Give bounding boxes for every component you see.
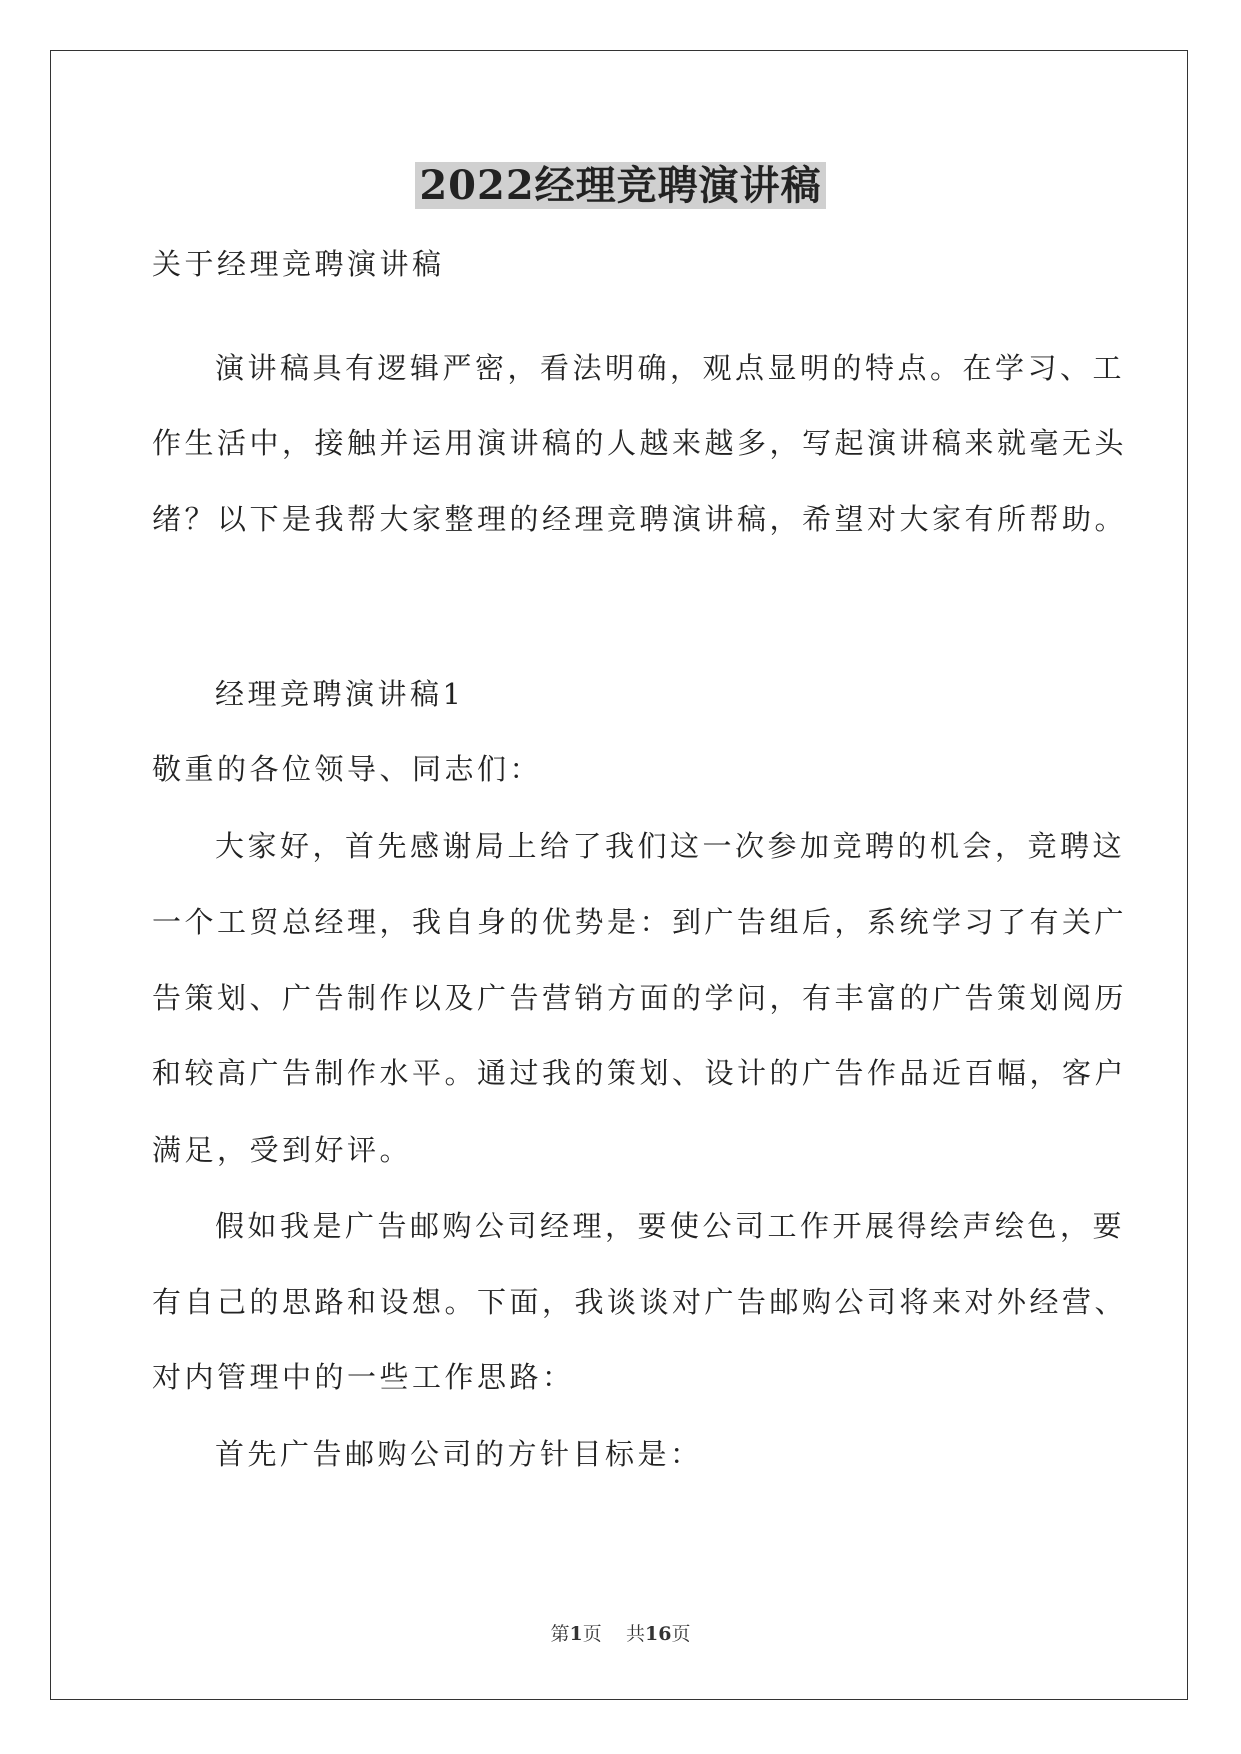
subtitle-line: 关于经理竞聘演讲稿 — [152, 247, 445, 281]
document-title-text: 2022经理竞聘演讲稿 — [415, 162, 825, 209]
page-suffix: 页 — [582, 1623, 602, 1645]
section-heading: 经理竞聘演讲稿1 — [215, 677, 465, 711]
intro-line: 演讲稿具有逻辑严密，看法明确，观点显明的特点。在学习、工 — [215, 351, 1126, 385]
total-suffix: 页 — [671, 1623, 691, 1645]
total-prefix: 共 — [625, 1623, 645, 1645]
salutation-line: 敬重的各位领导、同志们： — [152, 752, 543, 786]
page-footer — [0, 1621, 1241, 1647]
page-number-current: 1 — [569, 1623, 583, 1645]
body-line: 满足，受到好评。 — [152, 1133, 413, 1167]
body-line: 假如我是广告邮购公司经理，要使公司工作开展得绘声绘色，要 — [215, 1209, 1126, 1243]
page-number-total: 16 — [644, 1623, 672, 1645]
body-line: 一个工贸总经理，我自身的优势是：到广告组后，系统学习了有关广 — [152, 905, 1128, 939]
body-line: 和较高广告制作水平。通过我的策划、设计的广告作品近百幅，客户 — [152, 1056, 1128, 1090]
body-line: 有自己的思路和设想。下面，我谈谈对广告邮购公司将来对外经营、 — [152, 1285, 1128, 1319]
body-line: 大家好，首先感谢局上给了我们这一次参加竞聘的机会，竞聘这 — [215, 829, 1126, 863]
document-title — [0, 156, 1241, 216]
page-prefix: 第 — [550, 1623, 570, 1645]
body-line: 首先广告邮购公司的方针目标是： — [215, 1437, 703, 1471]
intro-line: 绪？以下是我帮大家整理的经理竞聘演讲稿，希望对大家有所帮助。 — [152, 502, 1128, 536]
intro-line: 作生活中，接触并运用演讲稿的人越来越多，写起演讲稿来就毫无头 — [152, 426, 1128, 460]
body-line: 告策划、广告制作以及广告营销方面的学问，有丰富的广告策划阅历 — [152, 981, 1128, 1015]
body-line: 对内管理中的一些工作思路： — [152, 1360, 575, 1394]
